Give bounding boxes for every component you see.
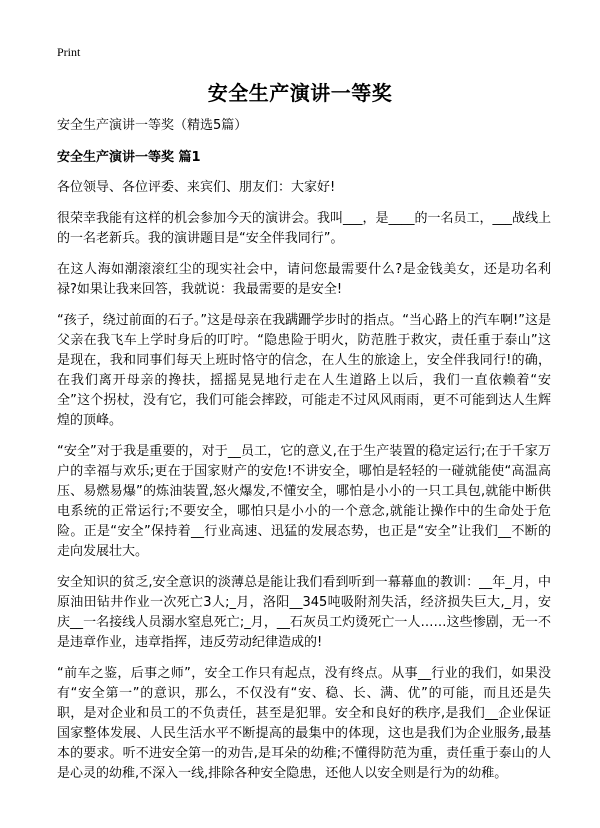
paragraph-greeting: 各位领导、各位评委、来宾们、朋友们：大家好!	[57, 180, 336, 195]
section-heading: 安全生产演讲一等奖 篇1	[57, 150, 201, 165]
document-subtitle: 安全生产演讲一等奖（精选5篇）	[57, 118, 248, 133]
print-link[interactable]: Print	[57, 45, 81, 59]
paragraph-introduction: 很荣幸我能有这样的机会参加今天的演讲会。我叫___，是____的一名员工，___战线上的一名老新兵。我的演讲题目是“安全伴我同行”。	[57, 211, 552, 246]
paragraph-importance: “安全”对于我是重要的，对于__员工，它的意义,在于生产装置的稳定运行;在于千家万户的幸福与欢乐;更在于国家财产的安危!不讲安全，哪怕是轻轻的一碰就能使“高温高压、易燃易爆”的炼油装置,怒火爆发,不懂安全，哪怕是小小的一只工具包,就能中断供电系统的正常运行;不要安全，哪怕只是小小的一个意念,就能让操作中的生命处于危险。正是“安全”保持着__行业高速、迅猛的发展态势，也正是“安全”让我们__不断的走向发展壮大。	[57, 444, 551, 559]
paragraph-lessons: 安全知识的贫乏,安全意识的淡薄总是能让我们看到听到一幕幕血的教训：__年_月，中原油田钻井作业一次死亡3人;_月，洛阳__345吨吸附剂失活，经济损失巨大,_月，安庆__一名接线人员溺水窒息死亡;_月，__石灰员工灼烫死亡一人……这些惨剧，无一不是违章作业，违章指挥，违反劳动纪律造成的!	[57, 575, 551, 650]
paragraph-warning: “前车之鉴，后事之师”，安全工作只有起点，没有终点。从事__行业的我们，如果没有“安全第一”的意识，那么，不仅没有“安、稳、长、满、优”的可能，而且还是失职，是对企业和员工的不负责任，甚至是犯罪。安全和良好的秩序,是我们__企业保证国家整体发展、人民生活水平不断提高的最集中的体现，这也是我们为企业服务,最基本的要求。听不进安全第一的劝告,是耳朵的幼稚;不懂得防范为重，责任重于泰山的人是心灵的幼稚,不深入一线,排除各种安全隐患，还他人以安全则是行为的幼稚。	[57, 666, 551, 781]
paragraph-memories: “孩子，绕过前面的石子。”这是母亲在我蹒跚学步时的指点。“当心路上的汽车啊!”这是父亲在我飞车上学时身后的叮咛。“隐患险于明火，防范胜于救灾，责任重于泰山”这是现在，我和同事们每天上班时恪守的信念，在人生的旅途上，安全伴我同行!的确，在我们离开母亲的搀扶，摇摇晃晃地行走在人生道路上以后，我们一直依赖着“安全”这个拐杖，没有它，我们可能会摔跤，可能走不过风风雨雨，更不可能到达人生辉煌的顶峰。	[57, 313, 551, 428]
page-title: 安全生产演讲一等奖	[207, 81, 393, 105]
paragraph-question: 在这人海如潮滚滚红尘的现实社会中，请问您最需要什么?是金钱美女，还是功名利禄?如果让我来回答，我就说：我最需要的是安全!	[57, 262, 551, 297]
document-body	[57, 116, 551, 795]
